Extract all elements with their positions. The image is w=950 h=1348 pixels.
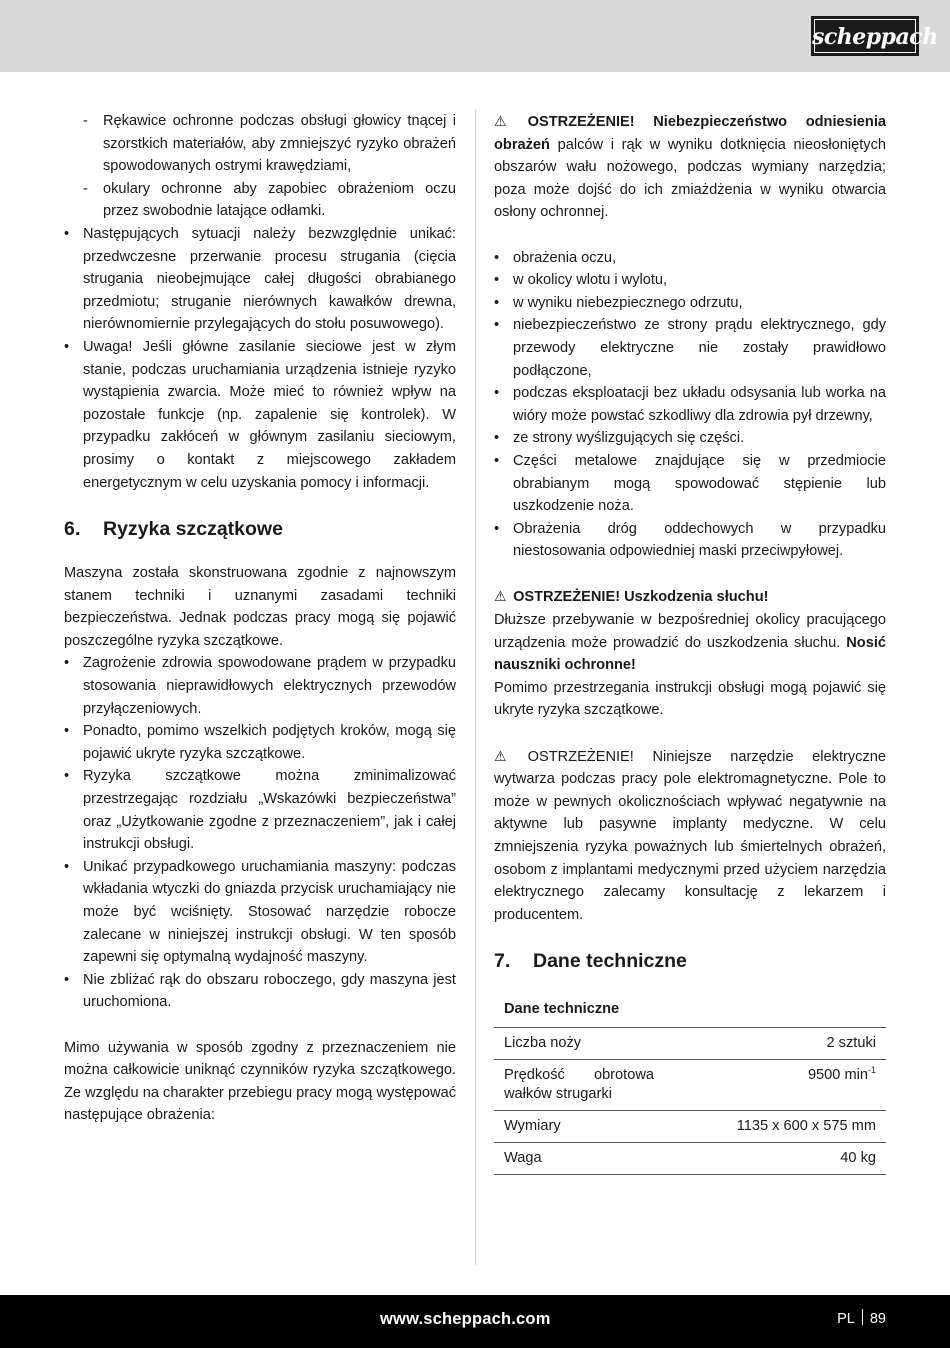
table-row — [494, 1027, 886, 1059]
warning-icon: ⚠ — [494, 113, 507, 129]
list-item: • podczas eksploatacji bez układu odsysania lub worka na wióry może powstać szkodliwy dla zdrowia pył drzewny, — [494, 382, 886, 427]
table-cell-value: 2 sztuki — [664, 1027, 886, 1059]
list-item: • Uwaga! Jeśli główne zasilanie sieciowe jest w złym stanie, podczas uruchamiania urządzenia istnieje ryzyko wystąpienia zwarcia. Może mieć to również wpływ na pozostałe funkcje (np. zapalenie się kontrolek). W przypadku zakłóceń w głównym zasilaniu sieciowym, prosimy o kontakt z miejscowego zakładem energetycznym w celu uzyskania pomocy i informacji. — [64, 336, 456, 494]
list-item: • w okolicy wlotu i wylotu, — [494, 269, 886, 292]
list-item: • Zagrożenie zdrowia spowodowane prądem w przypadku stosowania nieprawidłowych elektrycznych przewodów przyłączeniowych. — [64, 652, 456, 720]
list-item: • Następujących sytuacji należy bezwzględnie unikać: przedwczesne przerwanie procesu strugania (cięcia strugania nieobejmujące całej długości obrabianego przedmiotu; struganie nierównych kawałków drewna, nierównomiernie przylegających do stołu posuwowego). — [64, 223, 456, 336]
table-cell-label: Waga — [494, 1142, 664, 1174]
page-info — [837, 1295, 886, 1343]
warning-icon: ⚠ — [494, 588, 507, 605]
language-code: PL — [837, 1311, 855, 1327]
table-cell-value: 40 kg — [664, 1142, 886, 1174]
paragraph: Pomimo przestrzegania instrukcji obsługi mogą pojawić się ukryte ryzyka szczątkowe. — [494, 679, 886, 719]
list-item: • obrażenia oczu, — [494, 247, 886, 270]
brand-logo: scheppach — [811, 16, 919, 56]
warning-block: ⚠ OSTRZEŻENIE! Uszkodzenia słuchu! — [494, 585, 886, 609]
warning-block: ⚠ OSTRZEŻENIE! Niniejsze narzędzie elektryczne wytwarza podczas pracy pole elektromagnetyczne. Pole to może w pewnych okolicznościach wpływać negatywnie na aktywne lub pasywne implanty medyczne. W celu zmniejszenia ryzyka poważnych lub śmiertelnych obrażeń, osobom z implantami medycznymi przed użyciem narzędzia elektrycznego zalecamy konsultację z lekarzem i producentem. — [494, 745, 886, 927]
tech-data-table — [494, 994, 886, 1175]
table-row — [494, 1059, 886, 1110]
table-row — [494, 1142, 886, 1174]
warning-icon: ⚠ — [494, 747, 507, 764]
list-item: • ze strony wyślizgujących się części. — [494, 427, 886, 450]
right-column — [494, 110, 886, 1175]
page-number: 89 — [869, 1311, 886, 1327]
list-item: • w wyniku niebezpiecznego odrzutu, — [494, 292, 886, 315]
left-column — [64, 110, 456, 1127]
table-cell-label: Prędkość obrotowa wałków strugarki — [494, 1059, 664, 1110]
list-item: • Ponadto, pomimo wszelkich podjętych kroków, mogą się pojawić ukryte ryzyka szczątkowe. — [64, 720, 456, 765]
list-item: • Nie zbliżać rąk do obszaru roboczego, gdy maszyna jest uruchomiona. — [64, 969, 456, 1014]
paragraph: Dłuższe przebywanie w bezpośredniej okolicy pracującego urządzenia może prowadzić do uszkodzenia słuchu. Nosić nauszniki ochronne! — [494, 612, 886, 674]
table-cell-label: Wymiary — [494, 1110, 664, 1142]
paragraph: Maszyna została skonstruowana zgodnie z najnowszym stanem techniki i uznanymi zasadami techniki bezpieczeństwa. Jednak podczas pracy mogą się pojawić poszczególne ryzyka szczątkowe. — [64, 565, 456, 649]
table-cell-value: 9500 $\min^{-1}$ — [664, 1059, 886, 1110]
table-cell-label: Liczba noży — [494, 1027, 664, 1059]
list-item: • Obrażenia dróg oddechowych w przypadku niestosowania odpowiedniej maski przeciwpyłowej. — [494, 518, 886, 563]
section-heading-7: 7. Dane techniczne — [494, 950, 687, 973]
list-item: • Ryzyka szczątkowe można zminimalizować przestrzegając rozdziału „Wskazówki bezpieczeństwa” oraz „Użytkowanie zgodne z przeznaczeniem”, jak i całej instrukcji obsługi. — [64, 765, 456, 855]
list-item: - Rękawice ochronne podczas obsługi głowicy tnącej i szorstkich materiałów, aby zmniejszyć ryzyko obrażeń spowodowanych ostrymi krawędziami, — [64, 110, 456, 178]
page-header — [0, 0, 950, 72]
website-link[interactable]: www.scheppach.com — [380, 1310, 551, 1328]
paragraph: Mimo używania w sposób zgodny z przeznaczeniem nie można całkowicie uniknąć czynników ryzyka szczątkowego. Ze względu na charakter przebiegu pracy mogą występować następujące obrażenia: — [64, 1039, 456, 1124]
list-item: • Części metalowe znajdujące się w przedmiocie obrabianym mogą spowodować stępienie lub uszkodzenie noża. — [494, 450, 886, 518]
list-item: - okulary ochronne aby zapobiec obrażeniom oczu przez swobodnie latające odłamki. — [64, 178, 456, 223]
table-row — [494, 1110, 886, 1142]
table-header: Dane techniczne — [494, 994, 886, 1027]
table-cell-value: 1135 x 600 x 575 mm — [664, 1110, 886, 1142]
list-item: • niebezpieczeństwo ze strony prądu elektrycznego, gdy przewody elektryczne nie zostały prawidłowo podłączone, — [494, 314, 886, 382]
page-footer — [0, 1295, 950, 1348]
warning-block: ⚠ OSTRZEŻENIE! Niebezpieczeństwo odniesienia obrażeń palców i rąk w wyniku dotknięcia nieosłoniętych obszarów wału nożowego, podczas wymiany narzędzia; poza może dojść do ich zmiażdżenia w wyniku otwarcia osłony ochronnej. — [494, 110, 886, 224]
section-heading-6: 6. Ryzyka szczątkowe — [64, 518, 283, 541]
column-divider — [475, 110, 476, 1265]
list-item: • Unikać przypadkowego uruchamiania maszyny: podczas wkładania wtyczki do gniazda przycisk uruchamiający nie może być wciśnięty. Stosować narzędzie robocze zalecane w niniejszej instrukcji obsługi. W ten sposób zapewni się optymalną wydajność maszyny. — [64, 856, 456, 969]
